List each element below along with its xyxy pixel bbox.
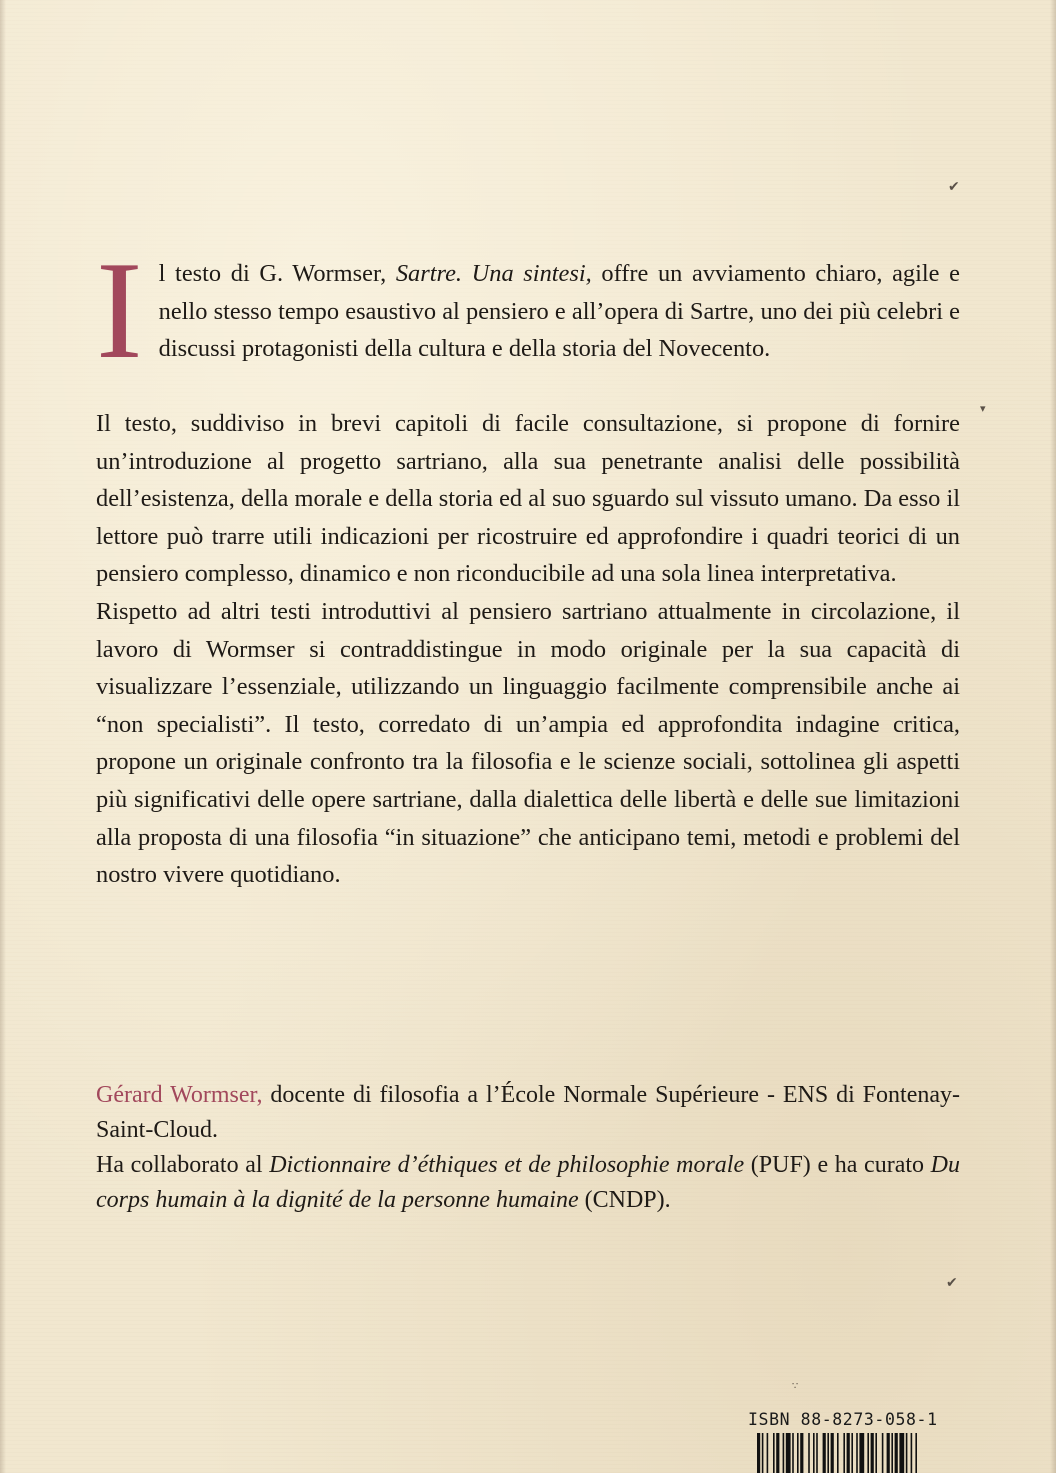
blurb-paragraph-3: Rispetto ad altri testi introduttivi al pensiero sartriano attualmente in circolazione, il lavoro di Wormser si contraddistingue in modo originale per la sua capacità di visualizzare l’essenziale, utilizzando un linguaggio facilmente comprensibile anche ai “non specialisti”. Il testo, corredato di un’ampia ed approfondita indagine critica, propone un originale confronto tra la filosofia e le scienze sociali, sottolinea gli aspetti più significativi delle opere sartriane, dalla dialettica delle libertà e delle sue limitazioni alla proposta di una filosofia “in situazione” che anticipano temi, metodi e problemi del nostro vivere quotidiano. [96,597,960,889]
barcode-bar [762,1433,764,1473]
barcode-bar [816,1433,818,1473]
work-title-dictionnaire: Dictionnaire d’éthiques et de philosophie morale [269,1152,745,1178]
barcode-bar [800,1433,803,1473]
barcode-bar [757,1433,760,1473]
back-cover-blurb [96,233,960,894]
barcode-bar [792,1433,794,1473]
barcode-bar [895,1433,898,1473]
paper-speck: ▾ [980,402,986,415]
blurb-paragraph-2: Il testo, suddiviso in brevi capitoli di facile consultazione, si propone di fornire un’introduzione al progetto sartriano, alla sua penetrante analisi delle possibilità dell’esistenza, della morale e della storia ed al suo sguardo sul vissuto umano. Da esso il lettore può trarre utili indicazioni per ricostruire ed approfondire i quadri teorici di un pensiero complesso, dinamico e non riconducibile ad una sola linea interpretativa. [96,410,960,588]
barcode-bar [899,1433,904,1473]
barcode-bar [887,1433,890,1473]
barcode-bar [882,1433,884,1473]
page-edge-shadow-right [1050,0,1056,1473]
barcode-bar [871,1433,874,1473]
author-name: Gérard Wormser, [96,1082,263,1108]
barcode-bar [859,1433,864,1473]
barcode-bar [837,1433,839,1473]
barcode-bar [773,1433,775,1473]
bio-text: (CNDP). [578,1187,671,1213]
bio-text: Ha collaborato al [96,1152,270,1178]
barcode-bar [875,1433,877,1473]
barcode-bar [776,1433,779,1473]
paper-speck: ✔ [946,1275,958,1291]
author-bio-paragraph-2 [96,1148,960,1218]
barcode-bar [911,1433,913,1473]
barcode-bar [915,1433,917,1473]
blurb-paragraph-1 [96,233,960,405]
blurb-p1-text-end: offre un avviamento chiaro, agile e nello stesso tempo esaustivo al pensiero e all’opera di Sartre, uno dei più celebri e discussi protagonisti della cultura e della storia del Novecento. [158,260,960,363]
barcode-bar [823,1433,826,1473]
isbn-label: ISBN 88-8273-058-1 [748,1410,938,1429]
page-edge-shadow-left [0,0,6,1473]
author-bio-paragraph-1 [96,1078,960,1148]
barcode-bar [813,1433,815,1473]
barcode-bar [847,1433,850,1473]
barcode-image [757,1433,977,1473]
barcode-bar [783,1433,785,1473]
barcode-bar [843,1433,845,1473]
barcode-bar [851,1433,853,1473]
book-title: Sartre. Una sintesi, [395,260,592,287]
barcode-bar [827,1433,829,1473]
barcode-bar [797,1433,799,1473]
paper-speck: ∵ [792,1381,799,1392]
author-bio [96,1078,960,1218]
barcode-bar [856,1433,858,1473]
paper-speck: ✔ [948,179,960,195]
work-title-corps-humain: Du corps humain à la dignité de la personne humaine [96,1152,960,1213]
barcode-bar [906,1433,908,1473]
barcode-bar [891,1433,893,1473]
barcode-bar [831,1433,834,1473]
barcode-bar [767,1433,769,1473]
drop-cap: I [96,233,143,388]
barcode-bar [808,1433,810,1473]
barcode-bar [786,1433,791,1473]
blurb-p1-text-start: l testo di G. Wormser, [158,260,396,287]
bio-text: (PUF) e ha curato [744,1152,931,1178]
barcode-bar [867,1433,869,1473]
author-position: docente di filosofia a l’École Normale Supérieure - ENS di Fontenay-Saint-Cloud. [96,1082,960,1143]
